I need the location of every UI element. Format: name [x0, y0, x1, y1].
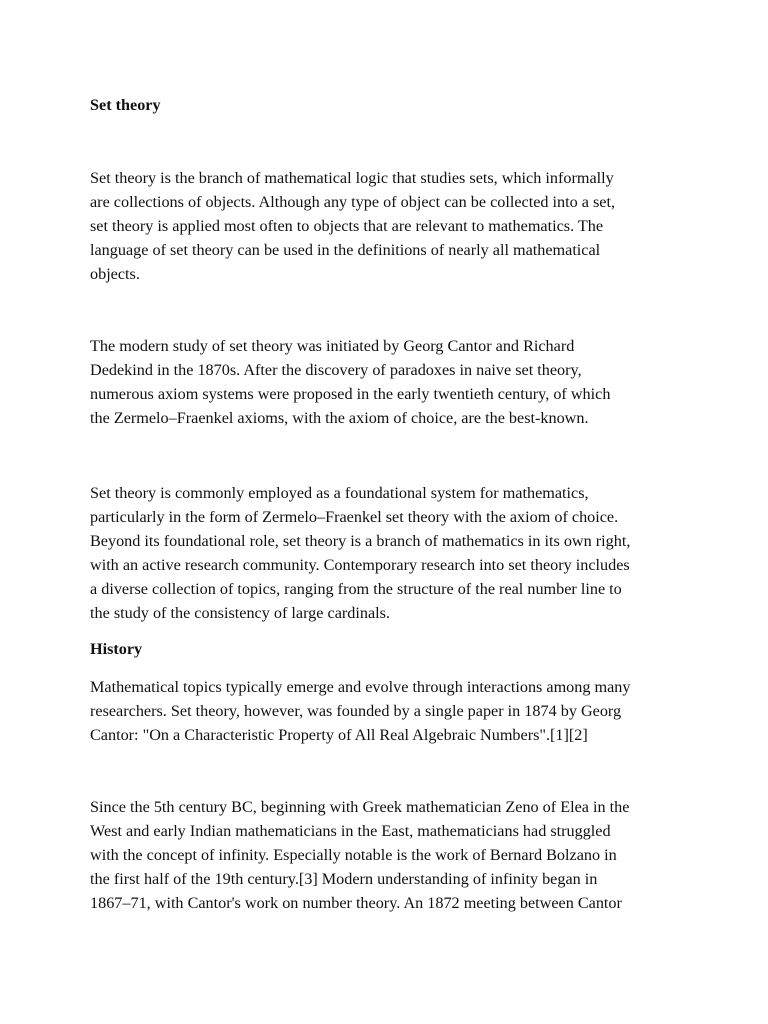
history-paragraph-1: [90, 675, 690, 747]
text-line: a diverse collection of topics, ranging from the structure of the real number line to: [90, 580, 622, 598]
text-line: objects.: [90, 265, 140, 283]
document-title: Set theory: [90, 96, 161, 114]
section-heading-history: History: [90, 640, 143, 658]
text-line: the first half of the 19th century.[3] Modern understanding of infinity began in: [90, 870, 598, 888]
text-line: Beyond its foundational role, set theory is a branch of mathematics in its own right,: [90, 532, 631, 550]
text-line: The modern study of set theory was initiated by Georg Cantor and Richard: [90, 337, 575, 355]
text-line: Dedekind in the 1870s. After the discovery of paradoxes in naive set theory,: [90, 361, 582, 379]
text-line: researchers. Set theory, however, was founded by a single paper in 1874 by Georg: [90, 702, 622, 720]
intro-paragraph-3: [90, 481, 690, 625]
text-line: Set theory is the branch of mathematical logic that studies sets, which informally: [90, 169, 614, 187]
text-line: the Zermelo–Fraenkel axioms, with the axiom of choice, are the best-known.: [90, 409, 589, 427]
text-line: language of set theory can be used in the definitions of nearly all mathematical: [90, 241, 601, 259]
text-line: Cantor: "On a Characteristic Property of All Real Algebraic Numbers".[1][2]: [90, 726, 588, 744]
text-line: numerous axiom systems were proposed in the early twentieth century, of which: [90, 385, 611, 403]
text-line: 1867–71, with Cantor's work on number theory. An 1872 meeting between Cantor: [90, 894, 622, 912]
intro-paragraph-2: [90, 334, 690, 430]
text-line: particularly in the form of Zermelo–Fraenkel set theory with the axiom of choice.: [90, 508, 619, 526]
text-line: Since the 5th century BC, beginning with Greek mathematician Zeno of Elea in the: [90, 798, 630, 816]
text-line: with the concept of infinity. Especially notable is the work of Bernard Bolzano in: [90, 846, 617, 864]
text-line: set theory is applied most often to objects that are relevant to mathematics. The: [90, 217, 604, 235]
text-line: Mathematical topics typically emerge and evolve through interactions among many: [90, 678, 631, 696]
intro-paragraph-1: [90, 166, 690, 286]
history-paragraph-2: [90, 795, 690, 915]
text-line: the study of the consistency of large cardinals.: [90, 604, 390, 622]
text-line: with an active research community. Contemporary research into set theory includes: [90, 556, 630, 574]
text-line: Set theory is commonly employed as a foundational system for mathematics,: [90, 484, 589, 502]
text-line: West and early Indian mathematicians in the East, mathematicians had struggled: [90, 822, 611, 840]
text-line: are collections of objects. Although any type of object can be collected into a set,: [90, 193, 616, 211]
